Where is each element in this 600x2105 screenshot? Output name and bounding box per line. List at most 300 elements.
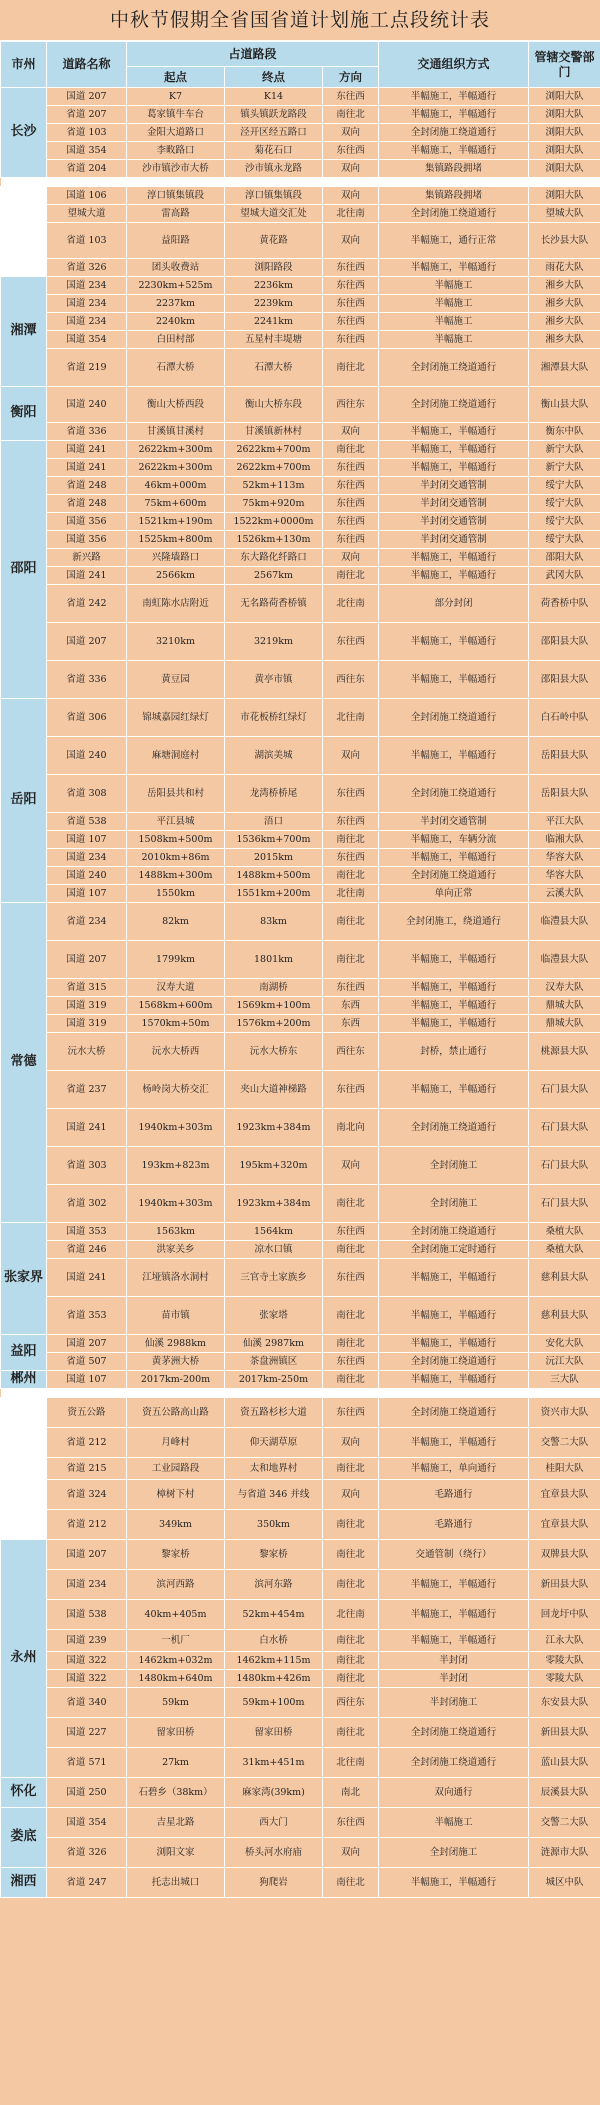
dept-cell: 桃源县大队 [529,1033,600,1071]
city-cell: 常德 [1,903,47,1223]
dept-cell: 绥宁大队 [529,513,600,531]
direction-cell: 南往北 [323,1670,379,1688]
dept-cell: 湘乡大队 [529,295,600,313]
dept-cell: 零陵大队 [529,1652,600,1670]
direction-cell: 北往南 [323,585,379,623]
end-cell: 桥头河水府庙 [225,1838,323,1868]
dept-cell: 桑植大队 [529,1241,600,1259]
direction-cell: 南往北 [323,941,379,979]
table-row [1,1259,600,1297]
end-cell: 东大路化纤路口 [225,549,323,567]
dept-cell: 湘乡大队 [529,313,600,331]
traffic-cell: 半幅施工，半幅通行 [379,997,529,1015]
end-cell: 1526km+130m [225,531,323,549]
dept-cell: 浏阳大队 [529,106,600,124]
dept-cell: 雨花大队 [529,259,600,277]
end-cell: 75km+920m [225,495,323,513]
traffic-cell: 半封闭交通管制 [379,495,529,513]
traffic-cell: 半幅施工，半幅通行 [379,1630,529,1652]
start-cell: 黄茅洲大桥 [127,1353,225,1371]
road-name-cell: 国道 353 [47,1223,127,1241]
table-row [1,1652,600,1670]
dept-cell: 鼎城大队 [529,997,600,1015]
direction-cell: 西往东 [323,1033,379,1071]
table-row [1,142,600,160]
direction-cell: 双向 [323,1147,379,1185]
start-cell: 1563km [127,1223,225,1241]
end-cell: 1522km+0000m [225,513,323,531]
dept-cell: 荷香桥中队 [529,585,600,623]
traffic-cell: 半封闭 [379,1652,529,1670]
traffic-cell: 集镇路段拥堵 [379,160,529,178]
road-name-cell: 省道 247 [47,1868,127,1898]
start-cell: 沅水大桥西 [127,1033,225,1071]
table-row [1,477,600,495]
dept-cell: 石门县大队 [529,1147,600,1185]
road-name-cell: 省道 207 [47,106,127,124]
dept-cell: 衡山县大队 [529,387,600,423]
end-cell: 1569km+100m [225,997,323,1015]
traffic-cell: 全封闭施工 [379,1838,529,1868]
road-name-cell: 国道 106 [47,187,127,205]
end-cell: 资五路杉杉大道 [225,1398,323,1428]
table-row [1,1353,600,1371]
dept-cell: 慈利县大队 [529,1259,600,1297]
traffic-cell: 全封闭施工 [379,1185,529,1223]
section-gap [1,1389,600,1398]
start-cell: 1550km [127,885,225,903]
city-cell: 岳阳 [1,699,47,903]
traffic-cell: 半幅施工，半幅通行 [379,441,529,459]
table-row [1,813,600,831]
traffic-cell: 半封闭交通管制 [379,531,529,549]
city-cell: 娄底 [1,1808,47,1868]
road-name-cell: 省道 246 [47,1241,127,1259]
page-title: 中秋节假期全省国省道计划施工点段统计表 [0,0,600,41]
end-cell: 2239km [225,295,323,313]
traffic-cell: 部分封闭 [379,585,529,623]
traffic-cell: 半封闭交通管制 [379,513,529,531]
table-row [1,1458,600,1480]
table-row [1,295,600,313]
end-cell: 1480km+426m [225,1670,323,1688]
traffic-cell: 全封闭施工绕道通行 [379,349,529,387]
table-row [1,349,600,387]
road-name-cell: 省道 538 [47,813,127,831]
road-name-cell: 省道 353 [47,1297,127,1335]
city-cell: 郴州 [1,1371,47,1389]
road-name-cell: 国道 207 [47,1540,127,1570]
end-cell: 2241km [225,313,323,331]
road-name-cell: 国道 207 [47,941,127,979]
direction-cell: 东往西 [323,531,379,549]
table-row [1,849,600,867]
direction-cell: 东往西 [323,1353,379,1371]
start-cell: 2230km+525m [127,277,225,295]
road-name-cell: 国道 319 [47,997,127,1015]
start-cell: 岳阳县共和村 [127,775,225,813]
traffic-cell: 半幅施工，半幅通行 [379,1371,529,1389]
direction-cell: 南往北 [323,1458,379,1480]
dept-cell: 望城大队 [529,205,600,223]
header-road: 道路名称 [47,42,127,88]
traffic-cell: 半幅施工 [379,331,529,349]
city-cell: 衡阳 [1,387,47,441]
road-name-cell: 省道 326 [47,1838,127,1868]
direction-cell: 南往北 [323,831,379,849]
end-cell: 石潭大桥 [225,349,323,387]
end-cell: 望城大道交汇处 [225,205,323,223]
start-cell: 淳口镇集镇段 [127,187,225,205]
direction-cell: 南往北 [323,106,379,124]
traffic-cell: 全封闭施工绕道通行 [379,1353,529,1371]
road-name-cell: 国道 240 [47,867,127,885]
city-cell [1,1398,47,1540]
road-name-cell: 沅水大桥 [47,1033,127,1071]
table-row [1,1015,600,1033]
dept-cell: 临澧县大队 [529,941,600,979]
dept-cell: 安化大队 [529,1335,600,1353]
dept-cell: 浏阳大队 [529,142,600,160]
road-name-cell: 国道 234 [47,295,127,313]
start-cell: 李畋路口 [127,142,225,160]
end-cell: 1801km [225,941,323,979]
dept-cell: 新田县大队 [529,1570,600,1600]
table-row [1,441,600,459]
start-cell: 杨岭岗大桥交汇 [127,1071,225,1109]
end-cell: 西大门 [225,1808,323,1838]
start-cell: 工业园路段 [127,1458,225,1480]
start-cell: 南虹陈水店附近 [127,585,225,623]
direction-cell: 双向 [323,1480,379,1510]
direction-cell: 东往西 [323,1071,379,1109]
direction-cell: 双向 [323,187,379,205]
city-cell [1,187,47,277]
direction-cell: 南往北 [323,1371,379,1389]
table-row [1,106,600,124]
road-name-cell: 新兴路 [47,549,127,567]
start-cell: 资五公路高山路 [127,1398,225,1428]
start-cell: 滨河西路 [127,1570,225,1600]
direction-cell: 西往东 [323,1688,379,1718]
end-cell: 沙市镇永龙路 [225,160,323,178]
traffic-cell: 毛路通行 [379,1510,529,1540]
direction-cell: 南往北 [323,441,379,459]
table-row [1,585,600,623]
direction-cell: 东往西 [323,775,379,813]
dept-cell: 云溪大队 [529,885,600,903]
traffic-cell: 封桥，禁止通行 [379,1033,529,1071]
dept-cell: 浏阳大队 [529,88,600,106]
table-row [1,979,600,997]
direction-cell: 东往西 [323,295,379,313]
start-cell: 锦城嘉园红绿灯 [127,699,225,737]
traffic-cell: 全封闭施工绕道通行 [379,1718,529,1748]
table-row [1,160,600,178]
dept-cell: 石门县大队 [529,1109,600,1147]
dept-cell: 武冈大队 [529,567,600,585]
table-row [1,1297,600,1335]
start-cell: 193km+823m [127,1147,225,1185]
start-cell: 27km [127,1748,225,1778]
end-cell: K14 [225,88,323,106]
start-cell: 白田村部 [127,331,225,349]
header-segment: 占道路段 [127,42,379,67]
end-cell: 52km+454m [225,1600,323,1630]
dept-cell: 岳阳县大队 [529,737,600,775]
table-row [1,423,600,441]
road-name-cell: 资五公路 [47,1398,127,1428]
traffic-cell: 全封闭施工绕道通行 [379,205,529,223]
table-row [1,124,600,142]
traffic-cell: 半幅施工，半幅通行 [379,567,529,585]
table-row [1,1600,600,1630]
dept-cell: 三大队 [529,1371,600,1389]
traffic-cell: 半幅施工，半幅通行 [379,1868,529,1898]
end-cell: 浯口 [225,813,323,831]
road-name-cell: 省道 315 [47,979,127,997]
table-row [1,1428,600,1458]
end-cell: 83km [225,903,323,941]
start-cell: 石潭大桥 [127,349,225,387]
direction-cell: 东往西 [323,459,379,477]
end-cell: 黎家桥 [225,1540,323,1570]
road-name-cell: 省道 212 [47,1428,127,1458]
direction-cell: 南往北 [323,1718,379,1748]
direction-cell: 东往西 [323,513,379,531]
road-name-cell: 国道 356 [47,531,127,549]
dept-cell: 交警二大队 [529,1808,600,1838]
direction-cell: 双向 [323,1428,379,1458]
traffic-cell: 全封闭施工定时通行 [379,1241,529,1259]
direction-cell: 东往西 [323,979,379,997]
direction-cell: 南往北 [323,1540,379,1570]
road-name-cell: 省道 302 [47,1185,127,1223]
table-row [1,531,600,549]
road-name-cell: 省道 324 [47,1480,127,1510]
end-cell: 2236km [225,277,323,295]
traffic-cell: 交通管制（绕行） [379,1540,529,1570]
road-name-cell: 国道 207 [47,623,127,661]
end-cell: 52km+113m [225,477,323,495]
traffic-cell: 全封闭施工，绕道通行 [379,903,529,941]
start-cell: 月峰村 [127,1428,225,1458]
direction-cell: 北往南 [323,1748,379,1778]
end-cell: 三官寺土家族乡 [225,1259,323,1297]
header-end: 终点 [225,67,323,88]
direction-cell: 双向 [323,160,379,178]
table-row [1,997,600,1015]
dept-cell: 岳阳县大队 [529,775,600,813]
table-row [1,387,600,423]
traffic-cell: 半幅施工，半幅通行 [379,1570,529,1600]
traffic-cell: 半幅施工，半幅通行 [379,1297,529,1335]
city-cell: 长沙 [1,88,47,178]
road-name-cell: 省道 571 [47,1748,127,1778]
dept-cell: 临湘大队 [529,831,600,849]
road-name-cell: 国道 241 [47,1259,127,1297]
construction-table [0,41,600,1898]
road-name-cell: 省道 336 [47,423,127,441]
start-cell: 樟树下村 [127,1480,225,1510]
end-cell: 滨河东路 [225,1570,323,1600]
dept-cell: 沅江大队 [529,1353,600,1371]
start-cell: 团头收费站 [127,259,225,277]
dept-cell: 新宁大队 [529,459,600,477]
end-cell: 2017km-250m [225,1371,323,1389]
direction-cell: 南往北 [323,1630,379,1652]
traffic-cell: 全封闭施工绕道通行 [379,1109,529,1147]
end-cell: 与省道 346 并线 [225,1480,323,1510]
table-row [1,495,600,513]
table-row [1,1540,600,1570]
end-cell: 黄花路 [225,223,323,259]
header-traffic: 交通组织方式 [379,42,529,88]
traffic-cell: 半封闭交通管制 [379,477,529,495]
start-cell: 1525km+800m [127,531,225,549]
direction-cell: 东往西 [323,1808,379,1838]
start-cell: 2622km+300m [127,459,225,477]
start-cell: 1488km+300m [127,867,225,885]
table-row [1,1718,600,1748]
end-cell: 350km [225,1510,323,1540]
table-row [1,1510,600,1540]
road-name-cell: 省道 326 [47,259,127,277]
end-cell: 仰天湖草原 [225,1428,323,1458]
start-cell: 金阳大道路口 [127,124,225,142]
dept-cell: 鼎城大队 [529,1015,600,1033]
start-cell: 留家田桥 [127,1718,225,1748]
dept-cell: 汉寿大队 [529,979,600,997]
start-cell: 浏阳文家 [127,1838,225,1868]
dept-cell: 浏阳大队 [529,187,600,205]
table-row [1,1109,600,1147]
table-row [1,331,600,349]
start-cell: 甘溪镇甘溪村 [127,423,225,441]
direction-cell: 东往西 [323,142,379,160]
road-name-cell: 省道 103 [47,124,127,142]
start-cell: 349km [127,1510,225,1540]
traffic-cell: 半幅施工，半幅通行 [379,623,529,661]
road-name-cell: 国道 234 [47,277,127,295]
road-name-cell: 国道 234 [47,1570,127,1600]
end-cell: 甘溪镇新林村 [225,423,323,441]
table-row [1,699,600,737]
start-cell: 75km+600m [127,495,225,513]
traffic-cell: 半幅施工，半幅通行 [379,979,529,997]
table-row [1,1630,600,1652]
dept-cell: 湘乡大队 [529,331,600,349]
dept-cell: 湘乡大队 [529,277,600,295]
traffic-cell: 全封闭施工绕道通行 [379,775,529,813]
direction-cell: 南往北 [323,903,379,941]
dept-cell: 资兴市大队 [529,1398,600,1428]
end-cell: 2567km [225,567,323,585]
table-row [1,1868,600,1898]
end-cell: 1923km+384m [225,1109,323,1147]
traffic-cell: 全封闭施工绕道通行 [379,699,529,737]
road-name-cell: 国道 250 [47,1778,127,1808]
start-cell: 汉寿大道 [127,979,225,997]
direction-cell: 北往南 [323,885,379,903]
traffic-cell: 全封闭施工绕道通行 [379,1748,529,1778]
dept-cell: 新田县大队 [529,1718,600,1748]
dept-cell: 桂阳大队 [529,1458,600,1480]
start-cell: 3210km [127,623,225,661]
dept-cell: 临澧县大队 [529,903,600,941]
start-cell: 1940km+303m [127,1185,225,1223]
direction-cell: 双向 [323,1838,379,1868]
dept-cell: 回龙圩中队 [529,1600,600,1630]
start-cell: 洪家关乡 [127,1241,225,1259]
traffic-cell: 半幅施工，通行正常 [379,223,529,259]
dept-cell: 长沙县大队 [529,223,600,259]
end-cell: 59km+100m [225,1688,323,1718]
road-name-cell: 望城大道 [47,205,127,223]
table-row [1,1223,600,1241]
traffic-cell: 半幅施工，半幅通行 [379,549,529,567]
road-name-cell: 国道 354 [47,1808,127,1838]
dept-cell: 桑植大队 [529,1223,600,1241]
traffic-cell: 单向正常 [379,885,529,903]
table-body [1,88,600,1898]
road-name-cell: 省道 248 [47,495,127,513]
dept-cell: 蓝山县大队 [529,1748,600,1778]
dept-cell: 邵阳大队 [529,549,600,567]
dept-cell: 城区中队 [529,1868,600,1898]
traffic-cell: 半幅施工，半幅通行 [379,259,529,277]
traffic-cell: 半幅施工，半幅通行 [379,1015,529,1033]
end-cell: 张家塔 [225,1297,323,1335]
city-cell: 邵阳 [1,441,47,699]
end-cell: 淳口镇集镇段 [225,187,323,205]
dept-cell: 邵阳县大队 [529,661,600,699]
table-row [1,313,600,331]
start-cell: 82km [127,903,225,941]
direction-cell: 南往北 [323,867,379,885]
table-row [1,1838,600,1868]
dept-cell: 绥宁大队 [529,477,600,495]
direction-cell: 南往北 [323,349,379,387]
road-name-cell: 国道 241 [47,1109,127,1147]
table-row [1,941,600,979]
direction-cell: 南往北 [323,1185,379,1223]
direction-cell: 东往西 [323,1398,379,1428]
table-row [1,903,600,941]
dept-cell: 宜章县大队 [529,1510,600,1540]
table-row [1,1147,600,1185]
end-cell: 2622km+700m [225,441,323,459]
direction-cell: 东西 [323,1015,379,1033]
start-cell: 1568km+600m [127,997,225,1015]
direction-cell: 东西 [323,997,379,1015]
traffic-cell: 半幅施工，车辆分流 [379,831,529,849]
direction-cell: 双向 [323,423,379,441]
city-cell: 湘西 [1,1868,47,1898]
traffic-cell: 毛路通行 [379,1480,529,1510]
end-cell: 2015km [225,849,323,867]
end-cell: 1923km+384m [225,1185,323,1223]
end-cell: 菊花石口 [225,142,323,160]
header-dept: 管辖交警部门 [529,42,600,88]
road-name-cell: 省道 219 [47,349,127,387]
start-cell: 1508km+500m [127,831,225,849]
end-cell: 衡山大桥东段 [225,387,323,423]
direction-cell: 南往北 [323,1510,379,1540]
traffic-cell: 全封闭施工绕道通行 [379,1223,529,1241]
start-cell: 2237km [127,295,225,313]
end-cell: 凉水口镇 [225,1241,323,1259]
